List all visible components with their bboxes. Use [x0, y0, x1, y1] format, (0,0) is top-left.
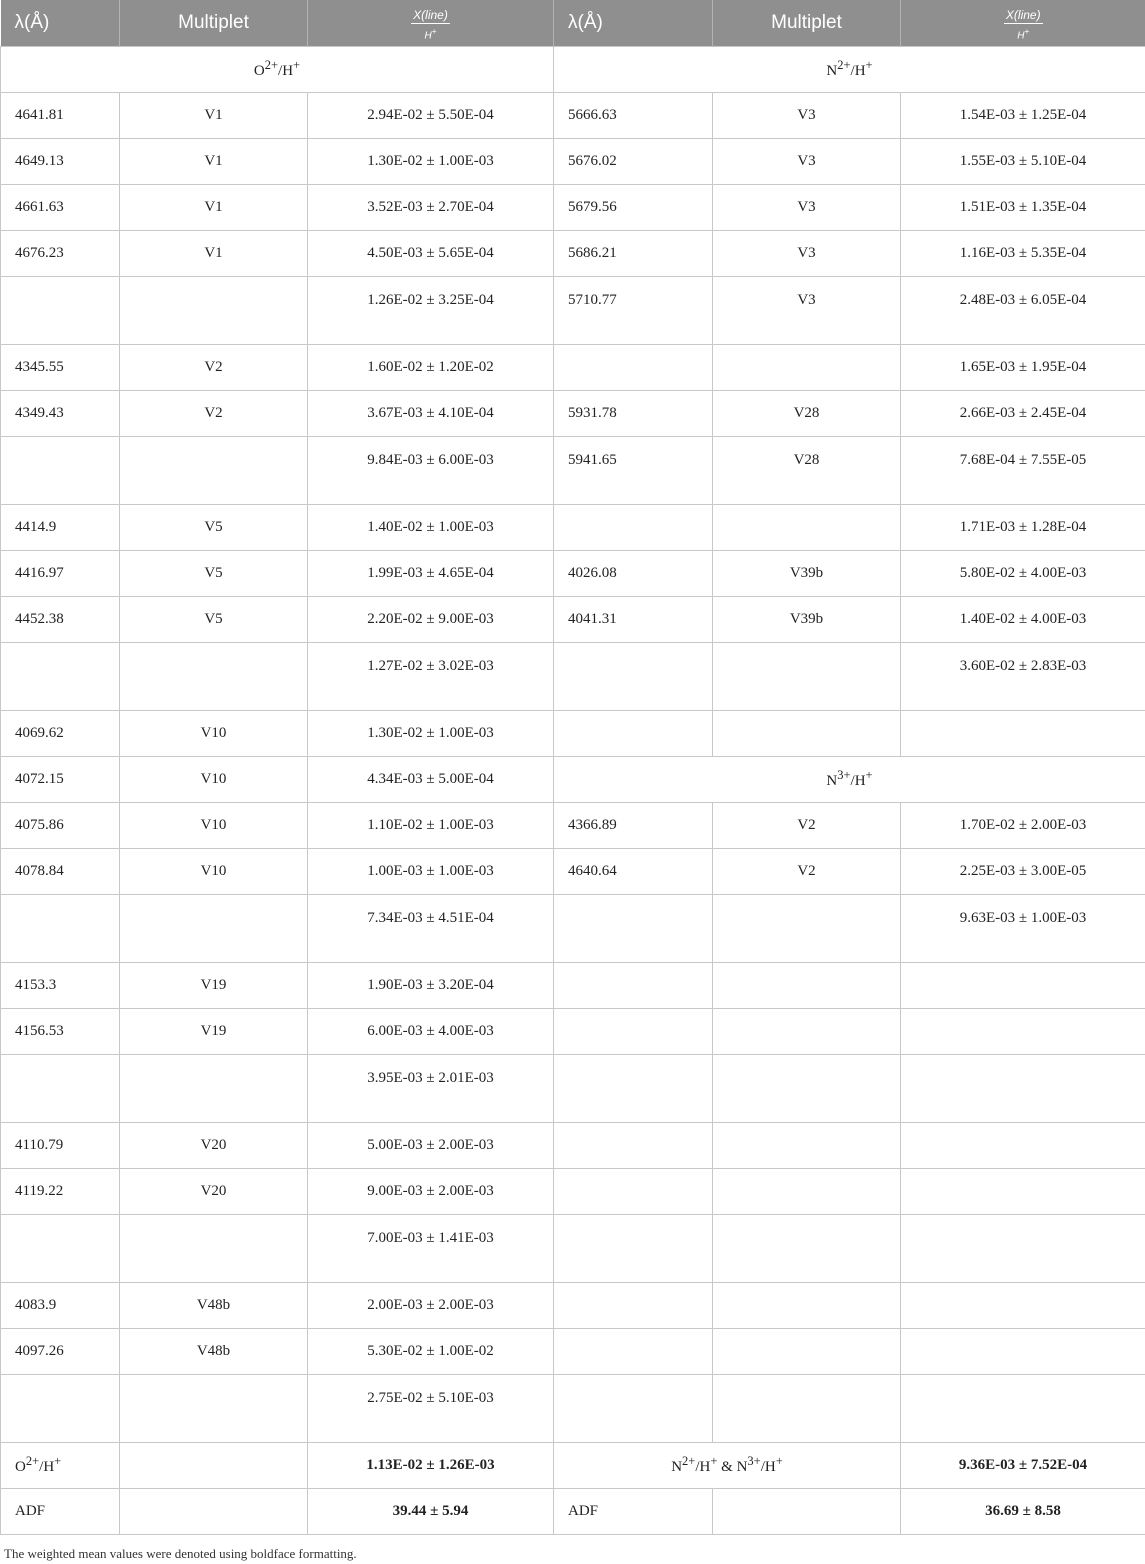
ratio-cell: 3.67E-03 ± 4.10E-04: [308, 390, 554, 436]
multiplet-cell: V5: [120, 504, 308, 550]
ratio-cell: 7.00E-03 ± 1.41E-03: [308, 1214, 554, 1282]
header-wavelength: λ(Å): [14, 11, 50, 33]
table-row: [1, 1374, 1145, 1442]
multiplet-cell: V2: [120, 390, 308, 436]
ratio-cell: 9.63E-03 ± 1.00E-03: [901, 894, 1145, 962]
wavelength-cell: [554, 1122, 713, 1168]
ratio-cell: 9.00E-03 ± 2.00E-03: [308, 1168, 554, 1214]
multiplet-cell: [713, 504, 901, 550]
section-row: [1, 46, 1145, 92]
table-row: [1, 894, 1145, 962]
summary-value-right: 9.36E-03 ± 7.52E-04: [901, 1442, 1145, 1488]
wavelength-cell: 4156.53: [1, 1008, 120, 1054]
table-row: [1, 276, 1145, 344]
multiplet-cell: V2: [713, 848, 901, 894]
wavelength-cell: [554, 1374, 713, 1442]
ratio-cell: 2.66E-03 ± 2.45E-04: [901, 390, 1145, 436]
multiplet-cell: V1: [120, 184, 308, 230]
ratio-cell: 7.68E-04 ± 7.55E-05: [901, 436, 1145, 504]
multiplet-cell: V5: [120, 550, 308, 596]
wavelength-cell: 4349.43: [1, 390, 120, 436]
wavelength-cell: 4075.86: [1, 802, 120, 848]
adf-label-left: ADF: [1, 1488, 120, 1534]
ratio-cell: 5.00E-03 ± 2.00E-03: [308, 1122, 554, 1168]
ratio-cell: 9.84E-03 ± 6.00E-03: [308, 436, 554, 504]
multiplet-cell: V10: [120, 848, 308, 894]
multiplet-cell: V1: [120, 92, 308, 138]
ratio-cell: 1.54E-03 ± 1.25E-04: [901, 92, 1145, 138]
multiplet-cell: V1: [120, 230, 308, 276]
header-wavelength-2: λ(Å): [554, 0, 713, 46]
multiplet-cell: [713, 962, 901, 1008]
multiplet-cell: V2: [713, 802, 901, 848]
table-row: [1, 848, 1145, 894]
wavelength-cell: 5710.77: [554, 276, 713, 344]
section-o2-label: $O^{2+}/H^+$: [1, 46, 554, 92]
multiplet-cell: [713, 1374, 901, 1442]
multiplet-cell: [120, 894, 308, 962]
wavelength-cell: 4366.89: [554, 802, 713, 848]
ratio-cell: [901, 1008, 1145, 1054]
wavelength-cell: 4416.97: [1, 550, 120, 596]
ratio-cell: 2.25E-03 ± 3.00E-05: [901, 848, 1145, 894]
adf-row: [1, 1488, 1145, 1534]
table-row: [1, 1214, 1145, 1282]
multiplet-cell: V3: [713, 92, 901, 138]
ratio-cell: 1.99E-03 ± 4.65E-04: [308, 550, 554, 596]
wavelength-cell: 4452.38: [1, 596, 120, 642]
multiplet-cell: [120, 1214, 308, 1282]
ratio-cell: 1.71E-03 ± 1.28E-04: [901, 504, 1145, 550]
wavelength-cell: [554, 1328, 713, 1374]
multiplet-cell: [120, 436, 308, 504]
wavelength-cell: 4072.15: [1, 756, 120, 802]
summary-value-left: 1.13E-02 ± 1.26E-03: [308, 1442, 554, 1488]
wavelength-cell: 4641.81: [1, 92, 120, 138]
adf-value-right: 36.69 ± 8.58: [901, 1488, 1145, 1534]
multiplet-cell: [713, 1054, 901, 1122]
multiplet-cell: V20: [120, 1122, 308, 1168]
multiplet-cell: V10: [120, 756, 308, 802]
multiplet-cell: V39b: [713, 550, 901, 596]
wavelength-cell: 4078.84: [1, 848, 120, 894]
wavelength-cell: [554, 894, 713, 962]
wavelength-cell: 4661.63: [1, 184, 120, 230]
table-row: [1, 1328, 1145, 1374]
wavelength-cell: [554, 1214, 713, 1282]
ratio-cell: [901, 962, 1145, 1008]
wavelength-cell: [554, 642, 713, 710]
table-row: [1, 1282, 1145, 1328]
wavelength-cell: 5679.56: [554, 184, 713, 230]
ratio-cell: 5.80E-02 ± 4.00E-03: [901, 550, 1145, 596]
wavelength-cell: 5686.21: [554, 230, 713, 276]
multiplet-cell: V3: [713, 138, 901, 184]
table-row: [1, 962, 1145, 1008]
ratio-cell: 7.34E-03 ± 4.51E-04: [308, 894, 554, 962]
wavelength-cell: [554, 710, 713, 756]
multiplet-cell: V19: [120, 1008, 308, 1054]
ratio-cell: 1.55E-03 ± 5.10E-04: [901, 138, 1145, 184]
multiplet-cell: V5: [120, 596, 308, 642]
wavelength-cell: 4041.31: [554, 596, 713, 642]
ratio-cell: 3.52E-03 ± 2.70E-04: [308, 184, 554, 230]
ratio-cell: 2.20E-02 ± 9.00E-03: [308, 596, 554, 642]
header-multiplet-2: Multiplet: [713, 0, 901, 46]
section-n2-label: $N^{2+}/H^+$: [554, 46, 1145, 92]
multiplet-cell: [713, 344, 901, 390]
wavelength-cell: [1, 436, 120, 504]
ratio-cell: 1.70E-02 ± 2.00E-03: [901, 802, 1145, 848]
wavelength-cell: [554, 1168, 713, 1214]
wavelength-cell: [554, 1008, 713, 1054]
ratio-cell: 5.30E-02 ± 1.00E-02: [308, 1328, 554, 1374]
table-row: [1, 1122, 1145, 1168]
multiplet-cell: V48b: [120, 1328, 308, 1374]
wavelength-cell: [1, 642, 120, 710]
multiplet-cell: [713, 642, 901, 710]
multiplet-cell: [713, 710, 901, 756]
wavelength-cell: [1, 276, 120, 344]
wavelength-cell: [554, 504, 713, 550]
table-row: [1, 802, 1145, 848]
table-row: [1, 184, 1145, 230]
ratio-cell: [901, 1328, 1145, 1374]
multiplet-cell: [713, 1168, 901, 1214]
wavelength-cell: 4676.23: [1, 230, 120, 276]
ratio-cell: 1.65E-03 ± 1.95E-04: [901, 344, 1145, 390]
multiplet-cell: V10: [120, 802, 308, 848]
ratio-cell: [901, 1374, 1145, 1442]
table-row: [1, 138, 1145, 184]
table-row: [1, 230, 1145, 276]
wavelength-cell: [1, 1214, 120, 1282]
table-row: [1, 1054, 1145, 1122]
ratio-cell: 1.16E-03 ± 5.35E-04: [901, 230, 1145, 276]
table-row: [1, 1008, 1145, 1054]
multiplet-cell: V2: [120, 344, 308, 390]
table-row: [1, 596, 1145, 642]
ratio-cell: [901, 1282, 1145, 1328]
ratio-cell: 3.95E-03 ± 2.01E-03: [308, 1054, 554, 1122]
table-row: [1, 504, 1145, 550]
ratio-numerator: X(line): [413, 8, 448, 23]
section-n3-label: $N^{3+}/H^+$: [554, 756, 1145, 802]
table-row: [1, 710, 1145, 756]
ratio-cell: 1.26E-02 ± 3.25E-04: [308, 276, 554, 344]
wavelength-cell: 5941.65: [554, 436, 713, 504]
table-row: [1, 756, 1145, 802]
ratio-cell: 3.60E-02 ± 2.83E-03: [901, 642, 1145, 710]
empty-cell: [120, 1442, 308, 1488]
ratio-cell: 2.75E-02 ± 5.10E-03: [308, 1374, 554, 1442]
multiplet-cell: [713, 894, 901, 962]
header-multiplet: Multiplet: [120, 0, 308, 46]
wavelength-cell: 4069.62: [1, 710, 120, 756]
ratio-cell: 2.00E-03 ± 2.00E-03: [308, 1282, 554, 1328]
multiplet-cell: V39b: [713, 596, 901, 642]
ratio-denominator: H+: [424, 26, 437, 42]
ratio-cell: 1.90E-03 ± 3.20E-04: [308, 962, 554, 1008]
ratio-cell: [901, 1122, 1145, 1168]
multiplet-cell: V3: [713, 230, 901, 276]
multiplet-cell: V1: [120, 138, 308, 184]
wavelength-cell: 4153.3: [1, 962, 120, 1008]
wavelength-cell: 4640.64: [554, 848, 713, 894]
header-row: [1, 0, 1145, 46]
table-row: [1, 344, 1145, 390]
adf-label-right: ADF: [554, 1488, 713, 1534]
multiplet-cell: V19: [120, 962, 308, 1008]
wavelength-cell: 5676.02: [554, 138, 713, 184]
wavelength-cell: 4026.08: [554, 550, 713, 596]
wavelength-cell: 4649.13: [1, 138, 120, 184]
summary-row: [1, 1442, 1145, 1488]
wavelength-cell: 4345.55: [1, 344, 120, 390]
wavelength-cell: 4414.9: [1, 504, 120, 550]
ratio-cell: [901, 1168, 1145, 1214]
table-row: [1, 390, 1145, 436]
ratio-cell: 1.30E-02 ± 1.00E-03: [308, 710, 554, 756]
header-ratio-2: [901, 0, 1145, 46]
multiplet-cell: V28: [713, 436, 901, 504]
multiplet-cell: [120, 1054, 308, 1122]
wavelength-cell: 4083.9: [1, 1282, 120, 1328]
ratio-cell: [901, 1054, 1145, 1122]
ratio-numerator: X(line): [1005, 8, 1041, 23]
wavelength-cell: [1, 894, 120, 962]
empty-cell: [120, 1488, 308, 1534]
ratio-cell: 1.10E-02 ± 1.00E-03: [308, 802, 554, 848]
empty-cell: [713, 1488, 901, 1534]
wavelength-cell: 5666.63: [554, 92, 713, 138]
wavelength-cell: 5931.78: [554, 390, 713, 436]
ratio-cell: [901, 1214, 1145, 1282]
wavelength-cell: 4119.22: [1, 1168, 120, 1214]
ratio-denominator: H+: [1017, 26, 1030, 42]
wavelength-cell: [554, 962, 713, 1008]
wavelength-cell: [1, 1374, 120, 1442]
multiplet-cell: [120, 1374, 308, 1442]
multiplet-cell: [713, 1008, 901, 1054]
ratio-cell: 1.40E-02 ± 1.00E-03: [308, 504, 554, 550]
multiplet-cell: [713, 1328, 901, 1374]
ratio-cell: [901, 710, 1145, 756]
multiplet-cell: V48b: [120, 1282, 308, 1328]
wavelength-cell: [1, 1054, 120, 1122]
wavelength-cell: [554, 1282, 713, 1328]
wavelength-cell: 4110.79: [1, 1122, 120, 1168]
ratio-cell: 1.00E-03 ± 1.00E-03: [308, 848, 554, 894]
table-row: [1, 436, 1145, 504]
adf-value-left: 39.44 ± 5.94: [308, 1488, 554, 1534]
header-ratio: [308, 0, 554, 46]
wavelength-cell: 4097.26: [1, 1328, 120, 1374]
table-row: [1, 92, 1145, 138]
multiplet-cell: V10: [120, 710, 308, 756]
wavelength-cell: [554, 1054, 713, 1122]
ratio-cell: 6.00E-03 ± 4.00E-03: [308, 1008, 554, 1054]
multiplet-cell: [713, 1122, 901, 1168]
multiplet-cell: V3: [713, 184, 901, 230]
summary-label-left: $O^{2+}/H^+$: [1, 1442, 120, 1488]
multiplet-cell: [120, 276, 308, 344]
ratio-cell: 4.50E-03 ± 5.65E-04: [308, 230, 554, 276]
multiplet-cell: [713, 1214, 901, 1282]
ratio-cell: 1.30E-02 ± 1.00E-03: [308, 138, 554, 184]
multiplet-cell: V3: [713, 276, 901, 344]
multiplet-cell: [120, 642, 308, 710]
ratio-cell: 4.34E-03 ± 5.00E-04: [308, 756, 554, 802]
multiplet-cell: [713, 1282, 901, 1328]
summary-label-right: $N^{2+}/H^+$ & $N^{3+}/H^+$: [554, 1442, 901, 1488]
ratio-cell: 2.94E-02 ± 5.50E-04: [308, 92, 554, 138]
footnote: The weighted mean values were denoted using boldface formatting.: [4, 1546, 357, 1561]
table-row: [1, 550, 1145, 596]
ratio-cell: 1.27E-02 ± 3.02E-03: [308, 642, 554, 710]
wavelength-cell: [554, 344, 713, 390]
multiplet-cell: V20: [120, 1168, 308, 1214]
ratio-cell: 2.48E-03 ± 6.05E-04: [901, 276, 1145, 344]
ratio-cell: 1.60E-02 ± 1.20E-02: [308, 344, 554, 390]
ratio-cell: 1.40E-02 ± 4.00E-03: [901, 596, 1145, 642]
table-row: [1, 1168, 1145, 1214]
table-row: [1, 642, 1145, 710]
ratio-cell: 1.51E-03 ± 1.35E-04: [901, 184, 1145, 230]
multiplet-cell: V28: [713, 390, 901, 436]
